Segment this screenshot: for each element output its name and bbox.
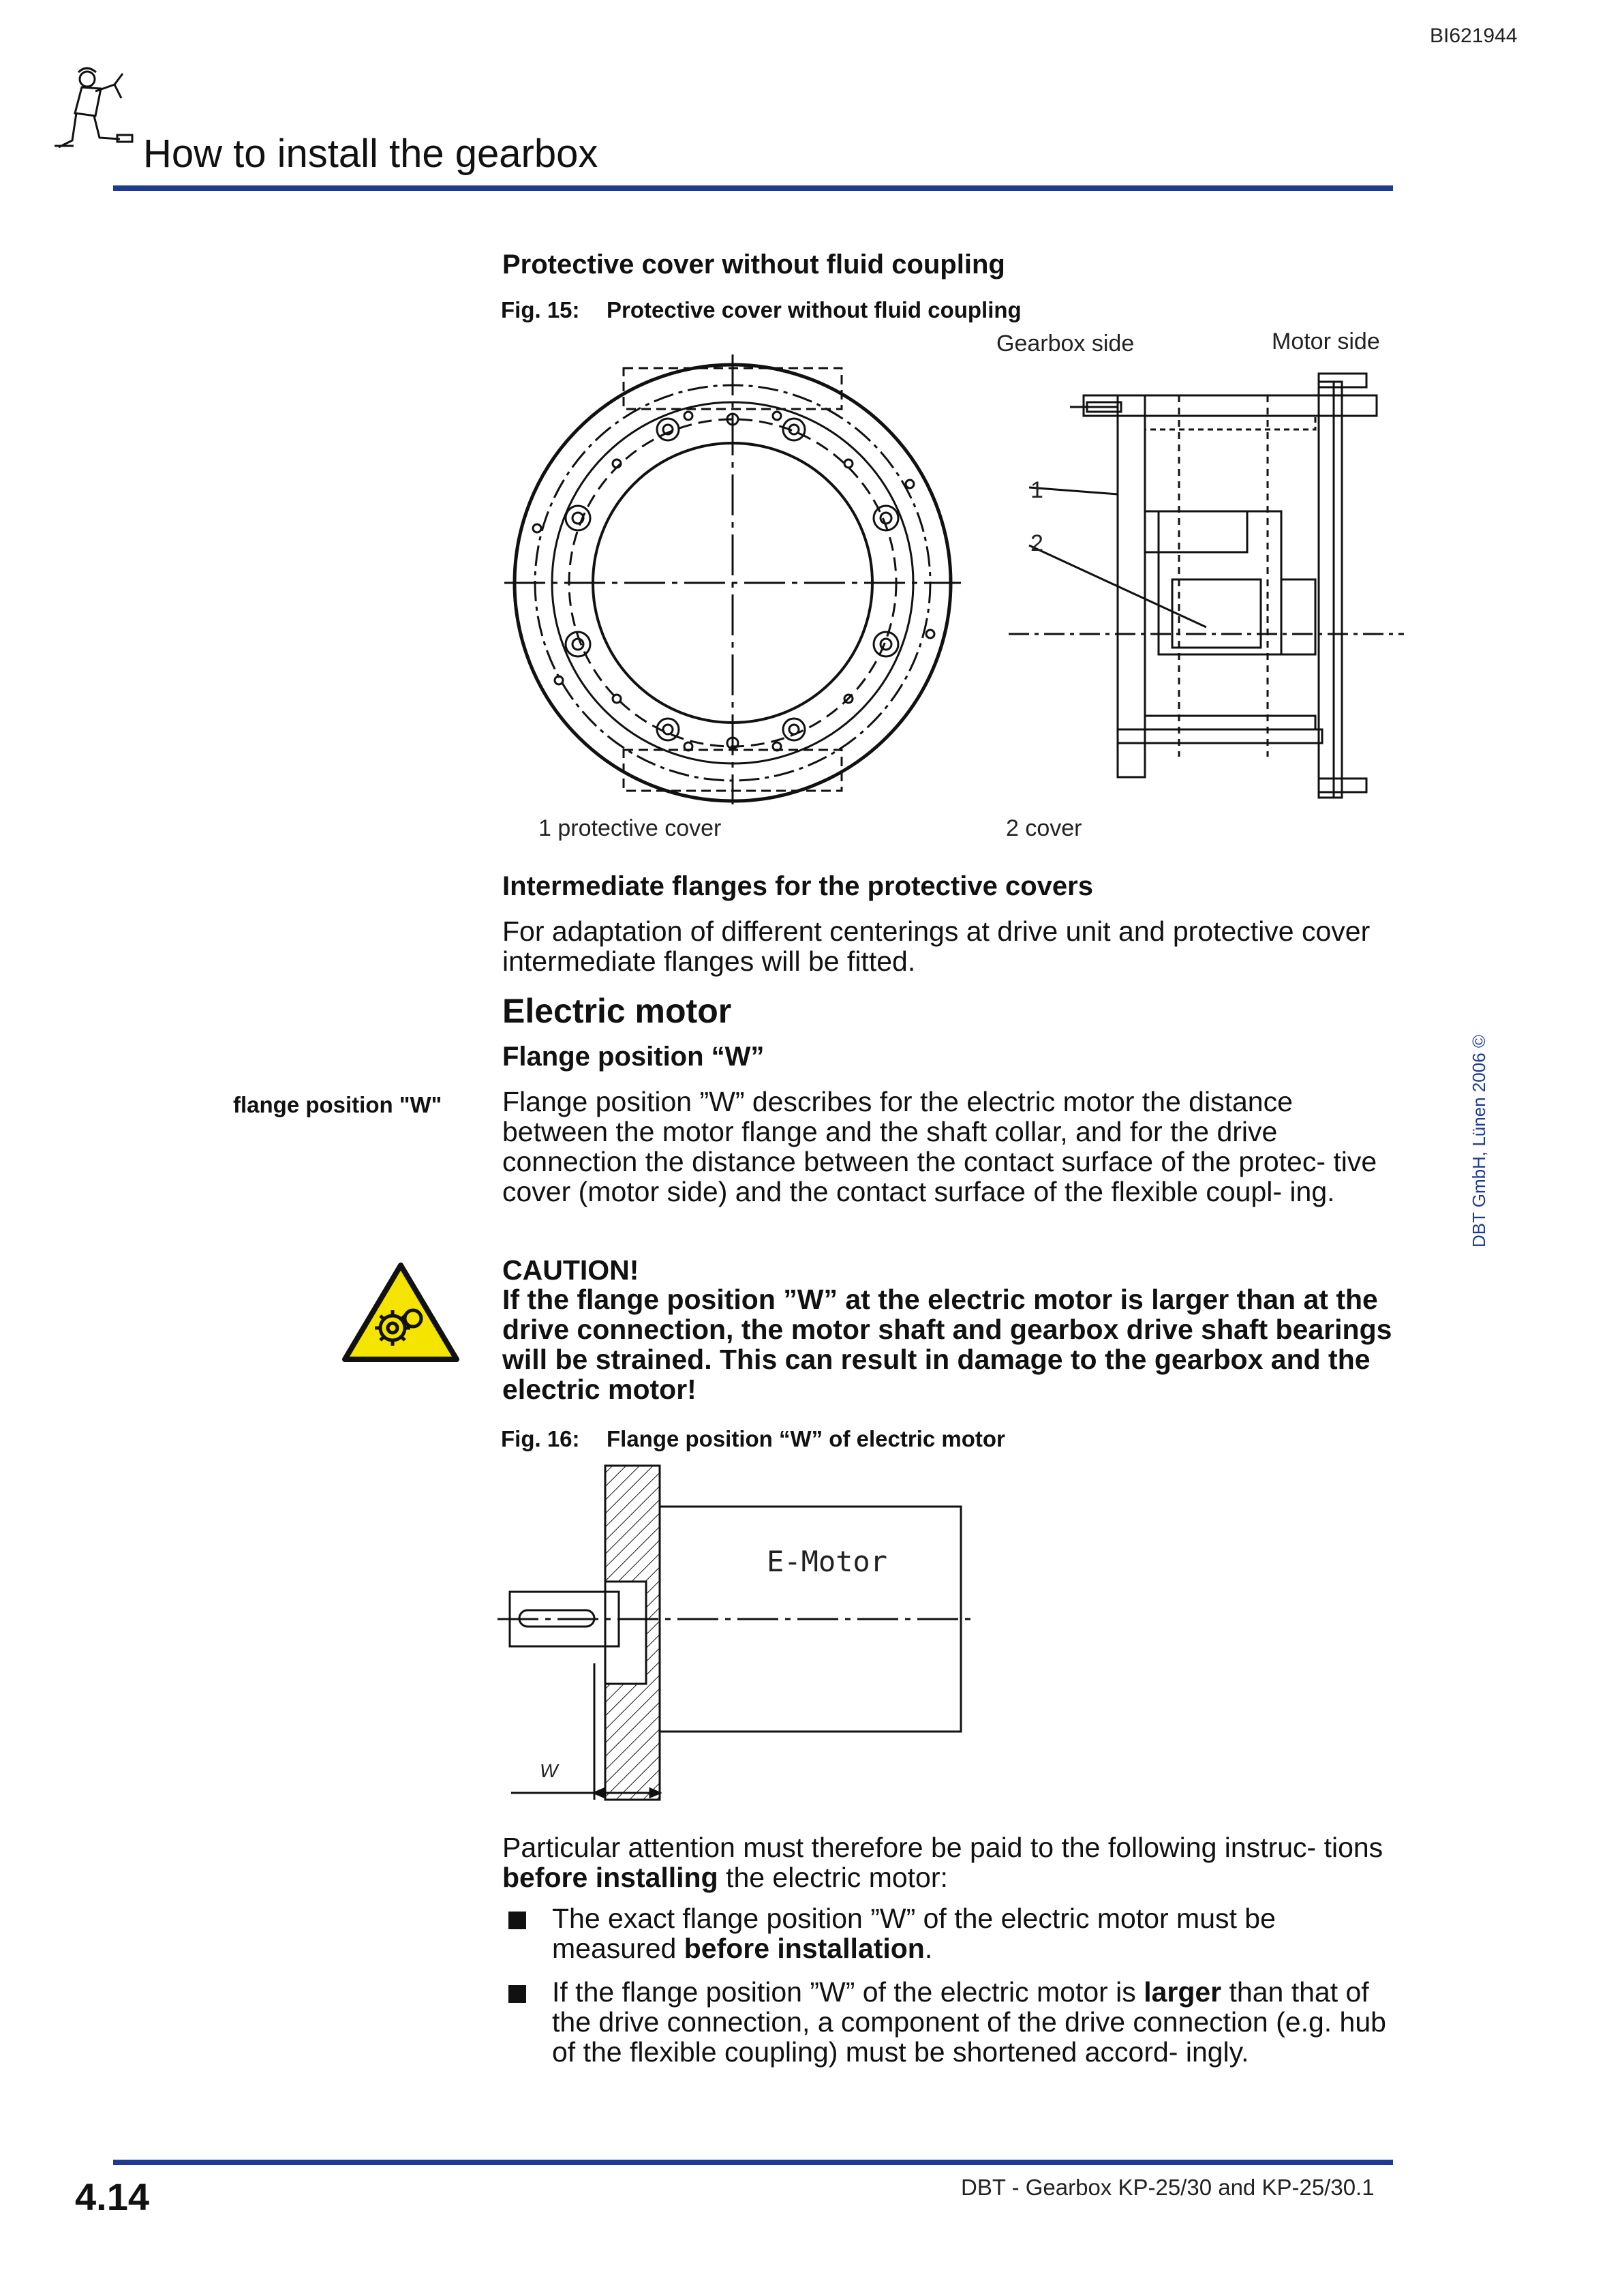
- instructions-intro-bold: before installing: [502, 1862, 718, 1893]
- bullet-2-post: than that of the drive connection, a component of the drive connection (e.g. hub of the flexible coupling) must be shortened accord- ingly.: [552, 1976, 1386, 2068]
- footer-rule: [113, 2160, 1393, 2165]
- instructions-intro: [502, 1832, 1395, 1892]
- subheading-flange-position: Flange position “W”: [502, 1042, 765, 1072]
- flange-position-description: Flange position ”W” describes for the electric motor the distance between the motor flange and the shaft collar, and for the drive connection the distance between the contact surface of the protec- tive cover (motor side) and the contact surface of the flexible coupl- ing.: [502, 1086, 1377, 1207]
- section-heading-intermediate-flanges: Intermediate flanges for the protective covers: [502, 871, 1093, 901]
- instructions-intro-post: the electric motor:: [718, 1862, 948, 1893]
- page-title: How to install the gearbox: [143, 132, 598, 176]
- document-id: BI621944: [1430, 25, 1518, 47]
- figure-16-motor-drawing: [498, 1459, 988, 1813]
- margin-note-flange-position: flange position "W": [233, 1092, 442, 1117]
- w-dimension-label: W: [540, 1760, 558, 1781]
- legend-protective-cover: 1 protective cover: [538, 815, 722, 841]
- legend-cover: 2 cover: [1006, 815, 1082, 841]
- figure-15-front-view: [504, 354, 968, 804]
- caution-title: CAUTION!: [502, 1254, 639, 1286]
- footer-text: DBT - Gearbox KP-25/30 and KP-25/30.1: [961, 2175, 1375, 2200]
- copyright-symbol: ©: [1469, 1034, 1489, 1048]
- caution-text: If the flange position ”W” at the electric motor is larger than at the drive connection, the motor shaft and gearbox drive shaft bearings will be strained. This can result in damage to the gearbox and the electric motor!: [502, 1284, 1392, 1405]
- callout-1: 1: [1030, 477, 1043, 503]
- figure-16-caption: [501, 1426, 1005, 1452]
- installer-worker-icon: [41, 60, 143, 169]
- motor-side-label: Motor side: [1272, 329, 1380, 354]
- section-heading-electric-motor: Electric motor: [502, 992, 732, 1030]
- header-rule: [113, 185, 1393, 191]
- section-heading-protective-cover: Protective cover without fluid coupling: [502, 250, 1005, 280]
- bullet-1-pre: The exact flange position ”W” of the electric motor must be measured: [552, 1903, 1276, 1964]
- bullet-item-shorten: [552, 1977, 1397, 2067]
- callout-2: 2: [1030, 530, 1043, 556]
- bullet-1-bold: before installation: [684, 1933, 925, 1964]
- figure-16-title: Flange position “W” of electric motor: [607, 1426, 1005, 1451]
- intermediate-flanges-text: For adaptation of different centerings at drive unit and protective cover intermediate flanges will be fitted.: [502, 916, 1371, 977]
- bullet-marker: [508, 1985, 526, 2003]
- motor-label: E-Motor: [767, 1545, 888, 1578]
- bullet-2-pre: If the flange position ”W” of the electric motor is: [552, 1976, 1144, 2008]
- figure-15-title: Protective cover without fluid coupling: [607, 297, 1022, 322]
- bullet-item-measure: [552, 1903, 1397, 1963]
- figure-15-number: Fig. 15:: [501, 297, 580, 322]
- copyright-note: [1469, 1035, 1490, 1248]
- bullet-marker: [508, 1912, 526, 1929]
- warning-triangle-icon: [341, 1261, 461, 1363]
- figure-16-number: Fig. 16:: [501, 1426, 580, 1451]
- bullet-2-bold: larger: [1144, 1976, 1222, 2008]
- gearbox-side-label: Gearbox side: [996, 331, 1135, 357]
- copyright-text: DBT GmbH, Lünen 2006: [1469, 1053, 1489, 1248]
- figure-15-side-view: [1009, 348, 1404, 811]
- page-number: 4.14: [75, 2175, 149, 2218]
- instructions-intro-pre: Particular attention must therefore be paid to the following instruc- tions: [502, 1832, 1383, 1863]
- bullet-1-post: .: [924, 1933, 933, 1964]
- figure-15-caption: [501, 297, 1022, 323]
